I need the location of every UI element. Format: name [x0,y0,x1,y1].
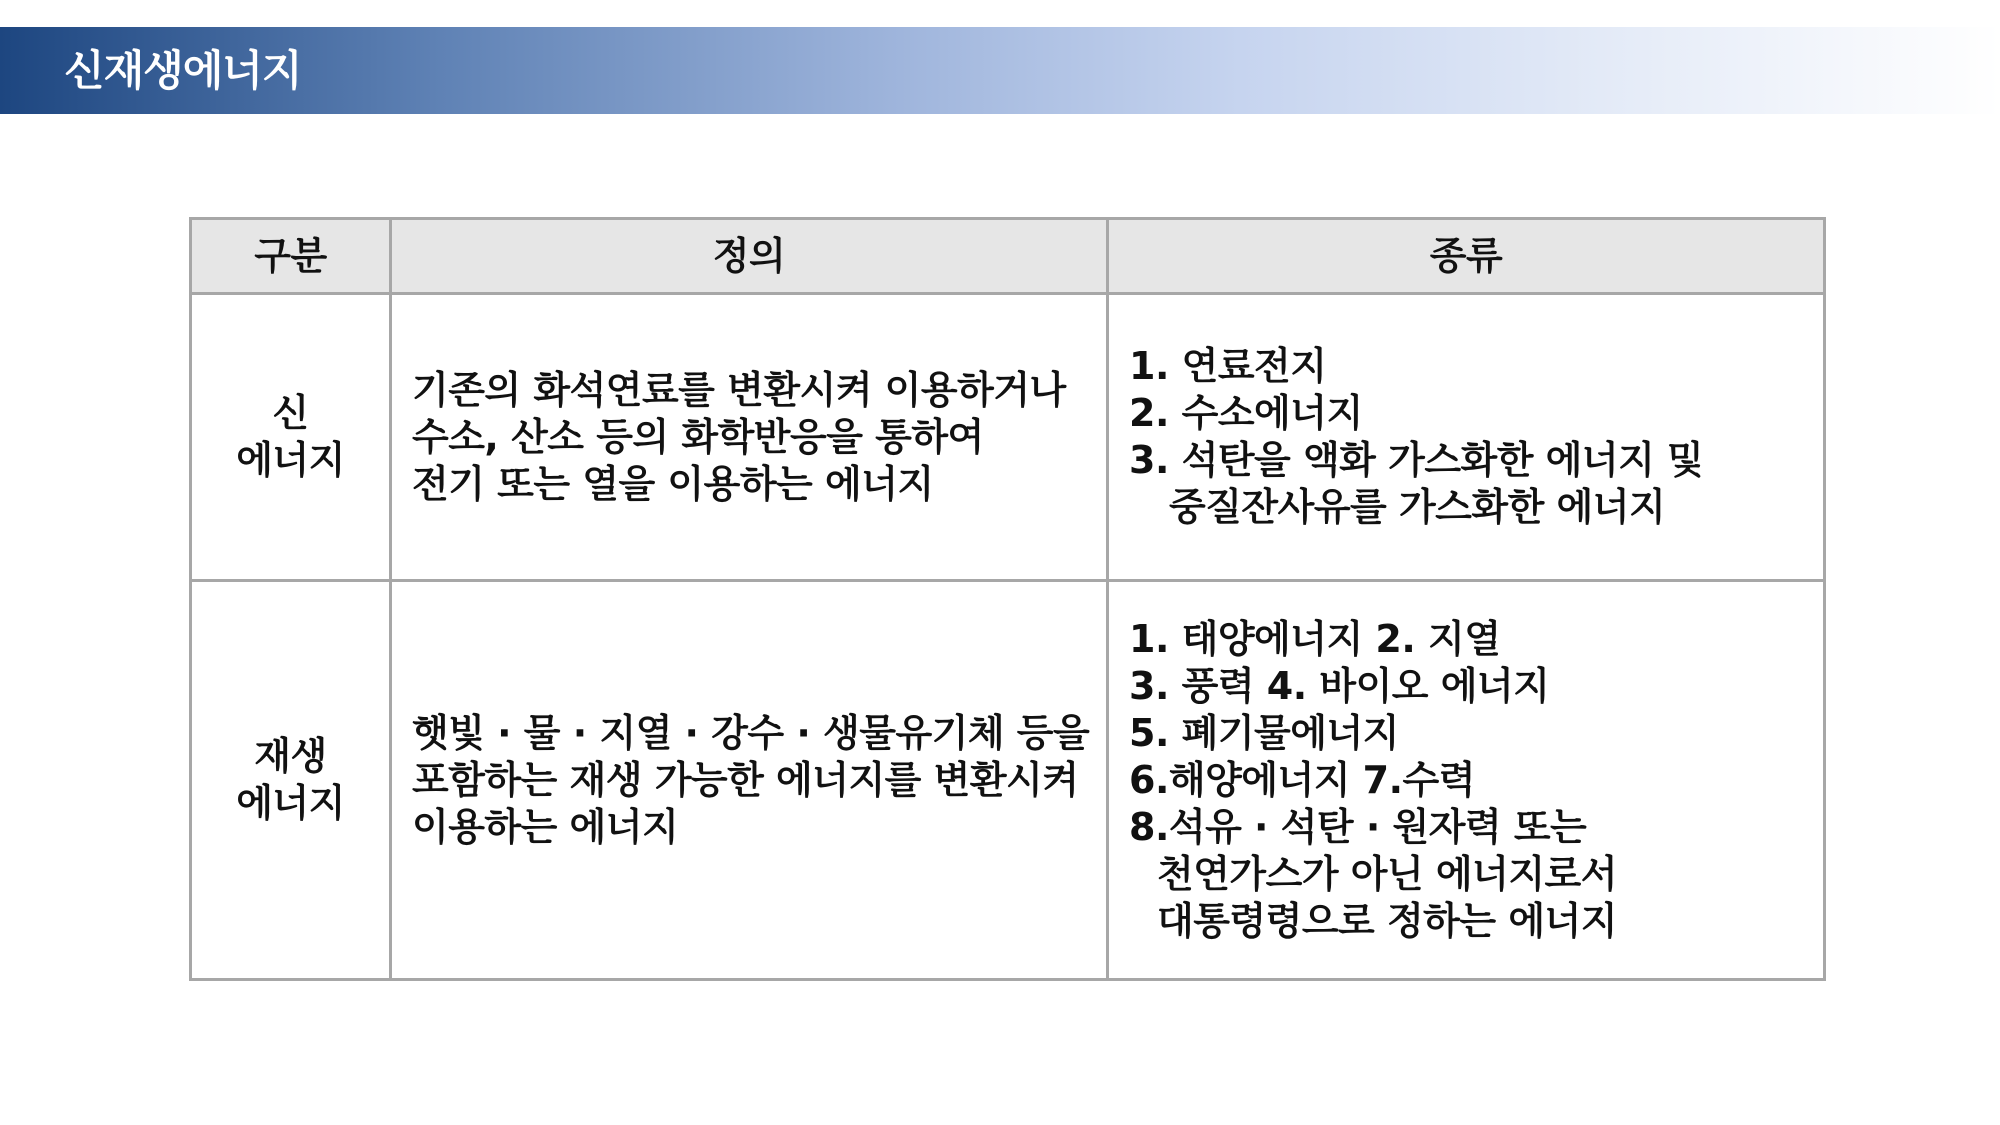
definition-line: 기존의 화석연료를 변환시켜 이용하거나 [412,367,1066,412]
types-line: 중질잔사유를 가스화한 에너지 [1169,485,1666,529]
definition-line: 수소, 산소 등의 화학반응을 통하여 [412,414,984,459]
table-row-renewable-energy [191,581,1825,980]
types-line: 대통령령으로 정하는 에너지 [1157,898,1617,943]
types-cell [1108,294,1825,581]
types-line: 5. 폐기물에너지 [1129,710,1399,755]
definition-line: 전기 또는 열을 이용하는 에너지 [412,461,934,506]
types-line: 1. 연료전지 [1129,344,1327,388]
row-label-line: 재생 [254,734,327,778]
types-line: 1. 태양에너지 2. 지열 [1129,616,1501,661]
header-definition: 정의 [391,219,1108,294]
definition-line: 이용하는 에너지 [412,804,679,849]
row-label-line: 에너지 [236,781,345,825]
definition-line: 포함하는 재생 가능한 에너지를 변환시켜 [412,757,1079,802]
row-label-cell [191,581,391,980]
header-category: 구분 [191,219,391,294]
table-row-new-energy [191,294,1825,581]
definition-cell [391,581,1108,980]
energy-table [189,217,1826,981]
types-cell [1108,581,1825,980]
types-line: 천연가스가 아닌 에너지로서 [1157,851,1617,896]
types-line: 8.석유 · 석탄 · 원자력 또는 [1129,804,1587,849]
types-line: 2. 수소에너지 [1129,391,1363,435]
definition-line: 햇빛 · 물 · 지열 · 강수 · 생물유기체 등을 [412,710,1090,755]
table-header-row [191,219,1825,294]
header-types: 종류 [1108,219,1825,294]
title-bar [0,27,2000,114]
types-line: 3. 석탄을 액화 가스화한 에너지 및 [1129,438,1704,482]
page-title: 신재생에너지 [64,46,302,95]
types-line: 6.해양에너지 7.수력 [1129,757,1475,802]
types-line: 3. 풍력 4. 바이오 에너지 [1129,663,1550,708]
row-label-line: 에너지 [236,438,345,482]
definition-cell [391,294,1108,581]
row-label-cell [191,294,391,581]
row-label-line: 신 [272,391,309,435]
